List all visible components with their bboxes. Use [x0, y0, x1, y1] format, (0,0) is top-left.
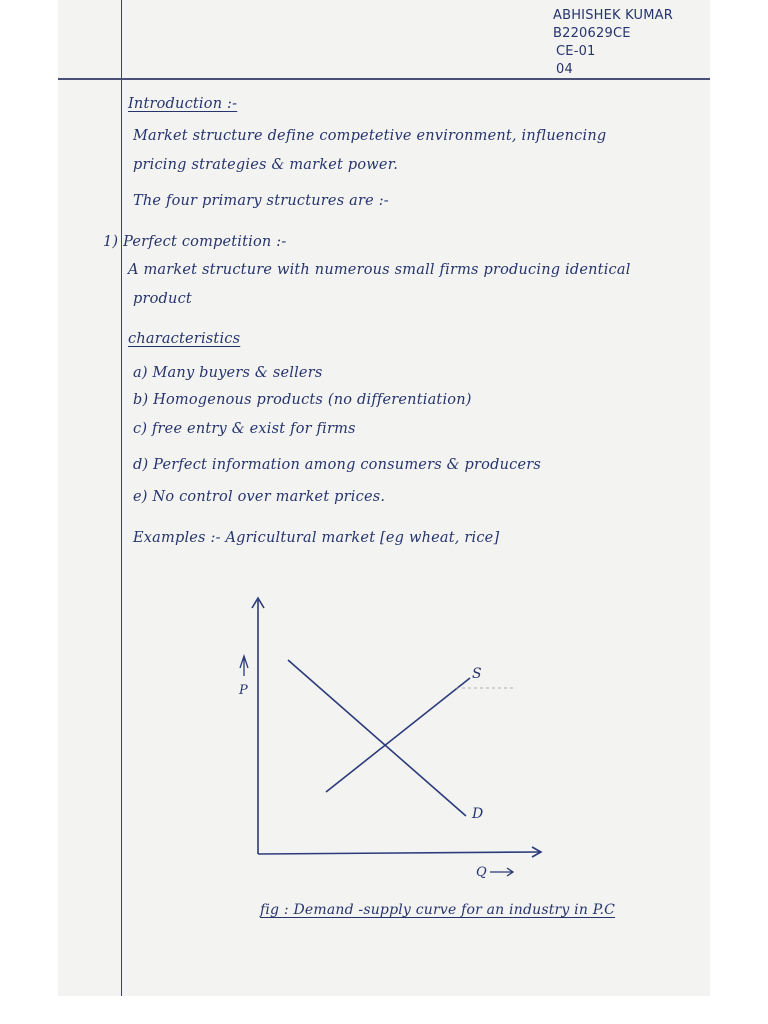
section: CE-01 [556, 44, 596, 59]
characteristics-heading: characteristics [128, 331, 241, 347]
intro-line-1: Market structure define competetive environment, influencing [133, 128, 607, 144]
characteristic-item: a) Many buyers & sellers [133, 365, 323, 381]
characteristic-item: e) No control over market prices. [133, 489, 386, 505]
characteristic-item: c) free entry & exist for firms [133, 421, 356, 437]
supply-label: S [472, 666, 482, 682]
quantity-arrow-icon [490, 868, 513, 876]
figure-caption: fig : Demand -supply curve for an industry in P.C [260, 902, 616, 918]
y-axis-label: P [239, 683, 248, 698]
definition-line-2: product [133, 291, 192, 307]
margin-line [121, 0, 122, 996]
demand-curve [288, 660, 466, 816]
demand-supply-graph [228, 592, 558, 892]
intro-line-3: The four primary structures are :- [133, 193, 389, 209]
examples-line: Examples :- Agricultural market [eg wheat, rice] [133, 530, 500, 546]
student-name: ABHISHEK KUMAR [553, 8, 673, 23]
section-heading-perfect-competition: 1) Perfect competition :- [103, 234, 287, 250]
characteristic-item: d) Perfect information among consumers & producers [133, 457, 541, 473]
supply-curve [326, 678, 470, 792]
roll-number: B220629CE [553, 26, 631, 41]
intro-heading: Introduction :- [128, 96, 238, 112]
page-number: 04 [556, 62, 573, 77]
price-up-arrow-icon [240, 656, 248, 676]
characteristic-item: b) Homogenous products (no differentiation) [133, 392, 472, 408]
intro-line-2: pricing strategies & market power. [133, 157, 399, 173]
demand-label: D [472, 806, 484, 822]
x-axis-label: Q [476, 865, 487, 880]
header-rule [58, 78, 710, 80]
x-axis [258, 852, 540, 854]
definition-line-1: A market structure with numerous small firms producing identical [128, 262, 631, 278]
